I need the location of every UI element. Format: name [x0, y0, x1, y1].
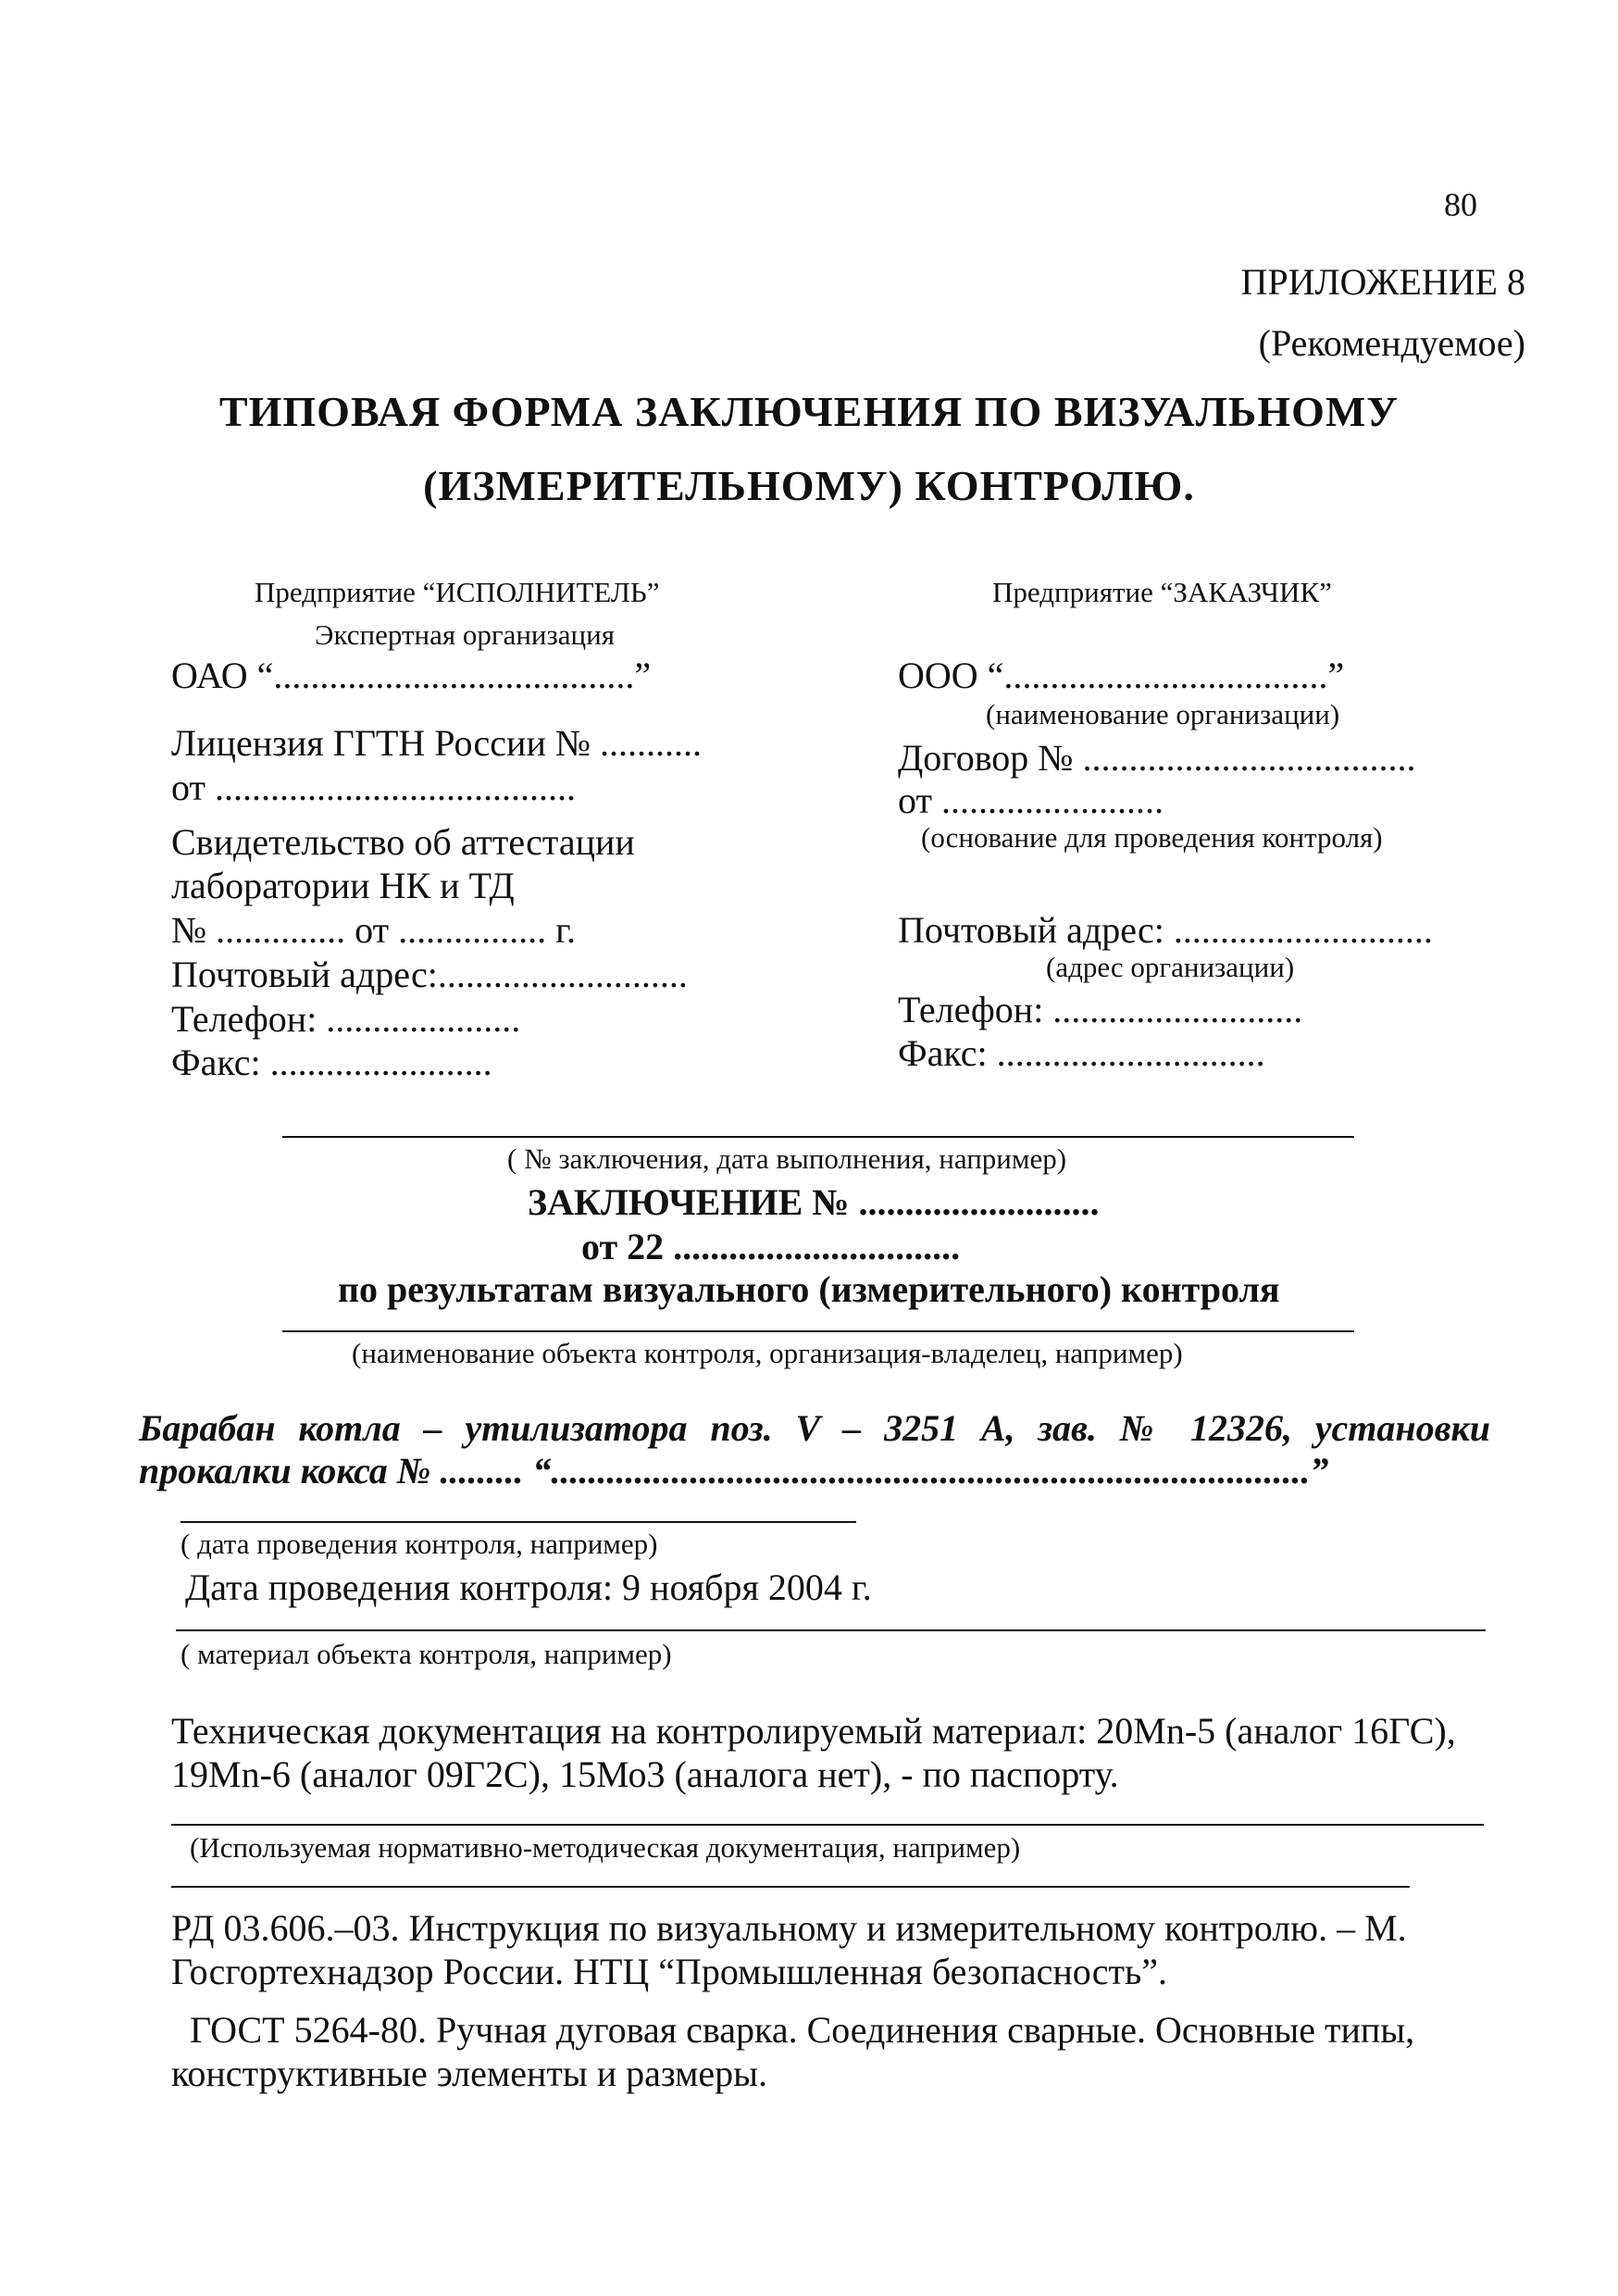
contractor-subheading: Экспертная организация: [315, 618, 615, 651]
contractor-cert-number-field: № .............. от ................ г.: [171, 909, 577, 951]
contractor-license-field: Лицензия ГГТН России № ...........: [171, 722, 703, 764]
contractor-cert-line2: лаборатории НК и ТД: [171, 865, 515, 906]
normative-gost-line2: конструктивные элементы и размеры.: [171, 2053, 768, 2094]
contractor-heading: Предприятие “ИСПОЛНИТЕЛЬ”: [255, 576, 660, 608]
conclusion-date-field: от 22 ...............................: [581, 1226, 961, 1267]
divider: [171, 1824, 1484, 1826]
divider: [176, 1629, 1486, 1631]
customer-address-field: Почтовый адрес: ............................: [898, 909, 1433, 951]
customer-org-field: ООО “...................................”: [898, 655, 1345, 696]
page-title-line2: (ИЗМЕРИТЕЛЬНОМУ) КОНТРОЛЮ.: [423, 462, 1195, 509]
object-line1: Барабан котла – утилизатора поз. V – 3251 А, зав. № 12326, установки: [139, 1407, 1490, 1449]
contractor-license-date-field: от .......................................: [171, 767, 576, 808]
customer-org-caption: (наименование организации): [986, 698, 1340, 730]
contractor-address-field: Почтовый адрес:...........................: [171, 954, 688, 995]
control-date-value: Дата проведения контроля: 9 ноября 2004 г.: [185, 1566, 872, 1608]
divider: [282, 1330, 1354, 1332]
contractor-phone-field: Телефон: .....................: [171, 998, 521, 1040]
divider: [171, 1886, 1410, 1888]
divider: [282, 1136, 1354, 1138]
appendix-label: ПРИЛОЖЕНИЕ 8: [1240, 261, 1525, 303]
customer-contract-caption: (основание для проведения контроля): [921, 821, 1383, 854]
customer-fax-field: Факс: .............................: [898, 1032, 1265, 1074]
page-title: ТИПОВАЯ ФОРМА ЗАКЛЮЧЕНИЯ ПО ВИЗУАЛЬНОМУ: [218, 388, 1400, 435]
normative-gost-line1: ГОСТ 5264-80. Ручная дуговая сварка. Соединения сварные. Основные типы,: [190, 2009, 1415, 2051]
normative-caption: (Используемая нормативно-методическая документация, например): [190, 1831, 1021, 1864]
conclusion-subject: по результатам визуального (измерительного) контроля: [338, 1268, 1280, 1310]
contractor-fax-field: Факс: ........................: [171, 1042, 492, 1083]
conclusion-number-field: ЗАКЛЮЧЕНИЕ № ..........................: [528, 1181, 1100, 1223]
material-line1: Техническая документация на контролируемый материал: 20Mn-5 (аналог 16ГС),: [171, 1710, 1456, 1752]
control-date-caption: ( дата проведения контроля, например): [180, 1528, 658, 1560]
customer-heading: Предприятие “ЗАКАЗЧИК”: [992, 576, 1332, 608]
material-line2: 19Mn-6 (аналог 09Г2С), 15Мо3 (аналога нет), - по паспорту.: [171, 1753, 1119, 1795]
recommended-label: (Рекомендуемое): [1258, 322, 1525, 364]
normative-rd-line2: Госгортехнадзор России. НТЦ “Промышленная безопасность”.: [171, 1951, 1168, 1992]
customer-phone-field: Телефон: ...........................: [898, 989, 1303, 1030]
normative-rd-line1: РД 03.606.–03. Инструкция по визуальному и измерительному контролю. – М.: [171, 1907, 1407, 1949]
object-line2-field: прокалки кокса № ......... “..................................................................................”: [139, 1450, 1329, 1491]
contractor-cert-line1: Свидетельство об аттестации: [171, 821, 635, 863]
page-number: 80: [1444, 186, 1477, 223]
customer-contract-field: Договор № ....................................: [898, 737, 1416, 779]
divider: [180, 1521, 856, 1523]
customer-address-caption: (адрес организации): [1046, 951, 1295, 983]
customer-contract-date-field: от ........................: [898, 780, 1164, 821]
object-caption: (наименование объекта контроля, организация-владелец, например): [352, 1337, 1183, 1369]
conclusion-caption: ( № заключения, дата выполнения, например): [507, 1142, 1067, 1175]
contractor-org-field: ОАО “.......................................”: [171, 655, 652, 696]
material-caption: ( материал объекта контроля, например): [180, 1638, 672, 1670]
